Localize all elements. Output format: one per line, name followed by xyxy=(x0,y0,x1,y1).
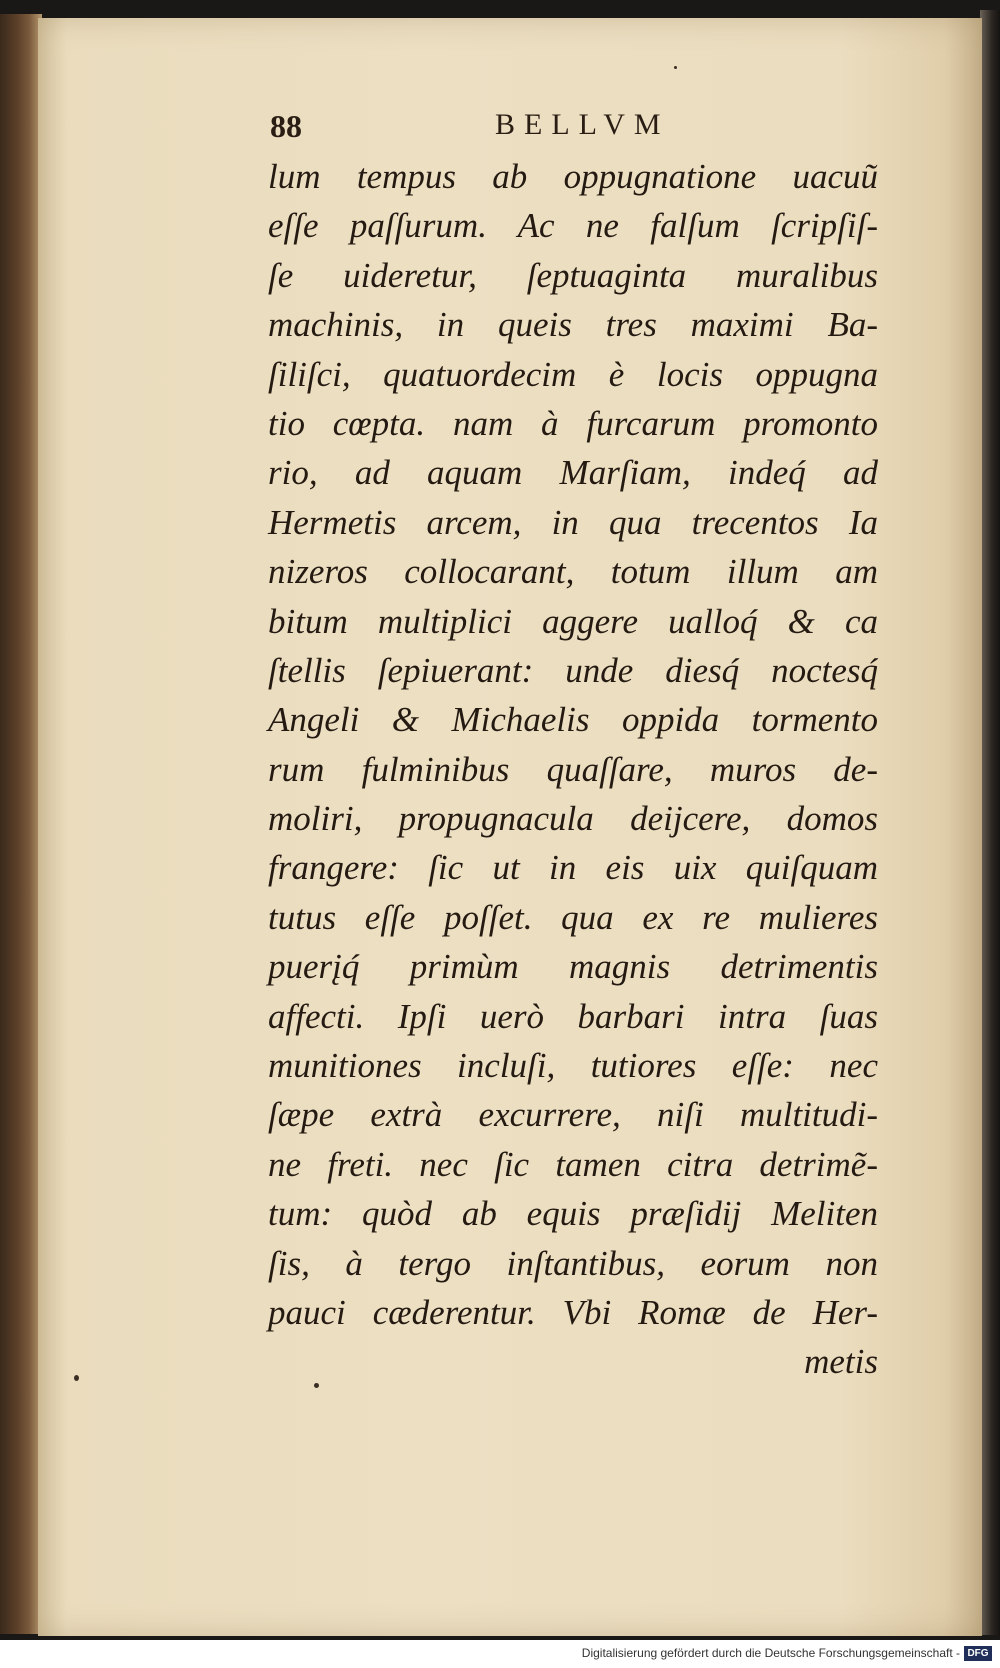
running-head xyxy=(270,108,690,148)
dfg-logo-icon: DFG xyxy=(964,1646,992,1661)
book-fore-edge xyxy=(980,10,1000,1635)
text-line: frangere: ſic ut in eis uix quiſquam xyxy=(268,848,878,888)
text-line: lum tempus ab oppugnatione uacuũ xyxy=(268,157,878,196)
text-line: machinis, in queis tres maximi Ba- xyxy=(268,305,878,345)
ink-spot xyxy=(74,1375,79,1381)
text-line: nizeros collocarant, totum illum am xyxy=(268,552,878,592)
catchword: metis xyxy=(804,1342,878,1382)
text-line: tum: quòd ab equis præſidij Meliten xyxy=(268,1194,878,1234)
text-line: ſe uideretur, ſeptuaginta muralibus xyxy=(268,255,878,295)
text-line: ſis, à tergo inſtantibus, eorum non xyxy=(268,1243,878,1283)
text-line: munitiones incluſi, tutiores eſſe: nec xyxy=(268,1046,878,1086)
ink-spot xyxy=(674,66,677,69)
running-title: BELLVM xyxy=(495,108,670,141)
text-line: moliri, propugnacula deijcere, domos xyxy=(268,799,878,839)
text-line: ſæpe extrà excurrere, niſi multitudi- xyxy=(268,1095,878,1135)
text-line: ne freti. nec ſic tamen citra detrimẽ- xyxy=(268,1144,878,1184)
text-line: Hermetis arcem, in qua trecentos Ia xyxy=(268,502,878,542)
text-line: ſtellis ſepiuerant: unde diesq́ noctesq́ xyxy=(268,650,878,690)
text-line: rum fulminibus quaſſare, muros de- xyxy=(268,749,878,789)
text-line: pauci cæderentur. Vbi Romæ de Her- xyxy=(268,1292,878,1332)
text-line: bitum multiplici aggere ualloq́ & ca xyxy=(268,601,878,641)
footer-bar xyxy=(0,1640,1000,1668)
text-line: eſſe paſſurum. Ac ne falſum ſcripſiſ- xyxy=(268,206,878,246)
text-line: rio, ad aquam Marſiam, indeq́ ad xyxy=(268,453,878,493)
funding-credit: Digitalisierung gefördert durch die Deutsche Forschungsgemeinschaft - xyxy=(581,1646,960,1660)
book-binding-edge xyxy=(0,14,42,1634)
body-text xyxy=(268,152,878,1387)
text-line: puerįq́ primùm magnis detrimentis xyxy=(268,947,878,987)
page-number: 88 xyxy=(270,108,302,144)
text-line: Angeli & Michaelis oppida tormento xyxy=(268,700,878,740)
text-line: ſiliſci, quatuordecim è locis oppugna xyxy=(268,354,878,394)
text-line: tutus eſſe poſſet. qua ex re mulieres xyxy=(268,897,878,937)
text-line: affecti. Ipſi uerò barbari intra ſuas xyxy=(268,996,878,1036)
text-line: tio cœpta. nam à furcarum promonto xyxy=(268,403,878,443)
